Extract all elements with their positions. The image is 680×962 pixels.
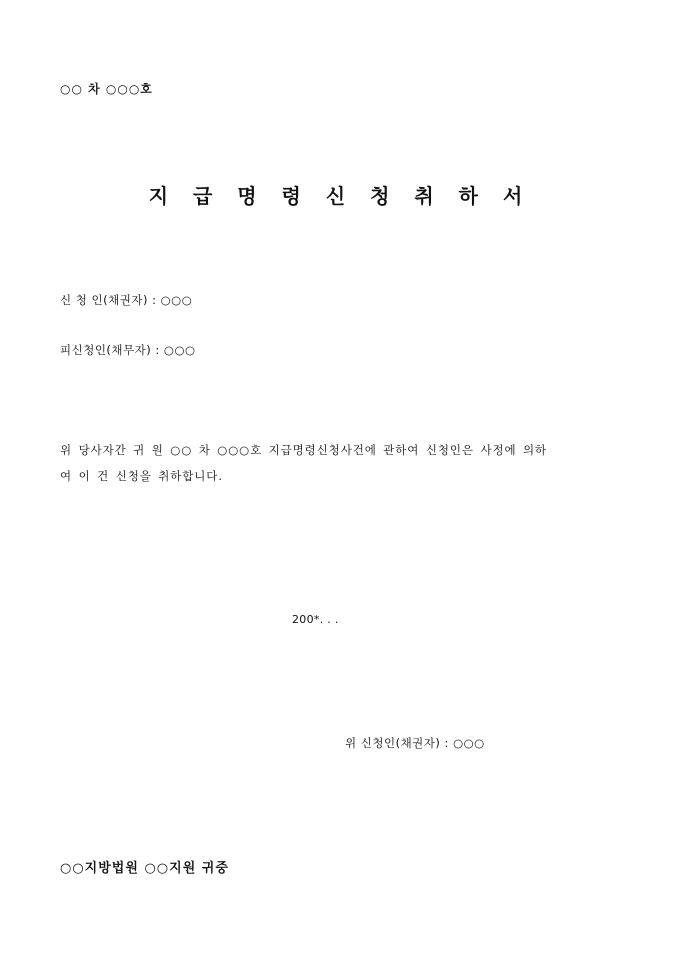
- statement-line-1: 위 당사자간 귀 원 ○○ 차 ○○○호 지급명령신청사건에 관하여 신청인은 사정에 의하: [60, 443, 548, 457]
- applicant-line: 신 청 인(채권자) : ○○○: [60, 293, 193, 307]
- signature-line: 위 신청인(채권자) : ○○○: [345, 736, 485, 750]
- withdrawal-statement: [60, 437, 625, 489]
- respondent-line: 피신청인(채무자) : ○○○: [60, 343, 196, 357]
- document-title: 지 급 명 령 신 청 취 하 서: [148, 184, 532, 208]
- statement-line-2: 여 이 건 신청을 취하합니다.: [60, 469, 223, 483]
- document-date: 200*. . .: [292, 613, 339, 626]
- court-addressee: ○○지방법원 ○○지원 귀중: [60, 861, 229, 876]
- case-number: ○○ 차 ○○○호: [60, 82, 153, 96]
